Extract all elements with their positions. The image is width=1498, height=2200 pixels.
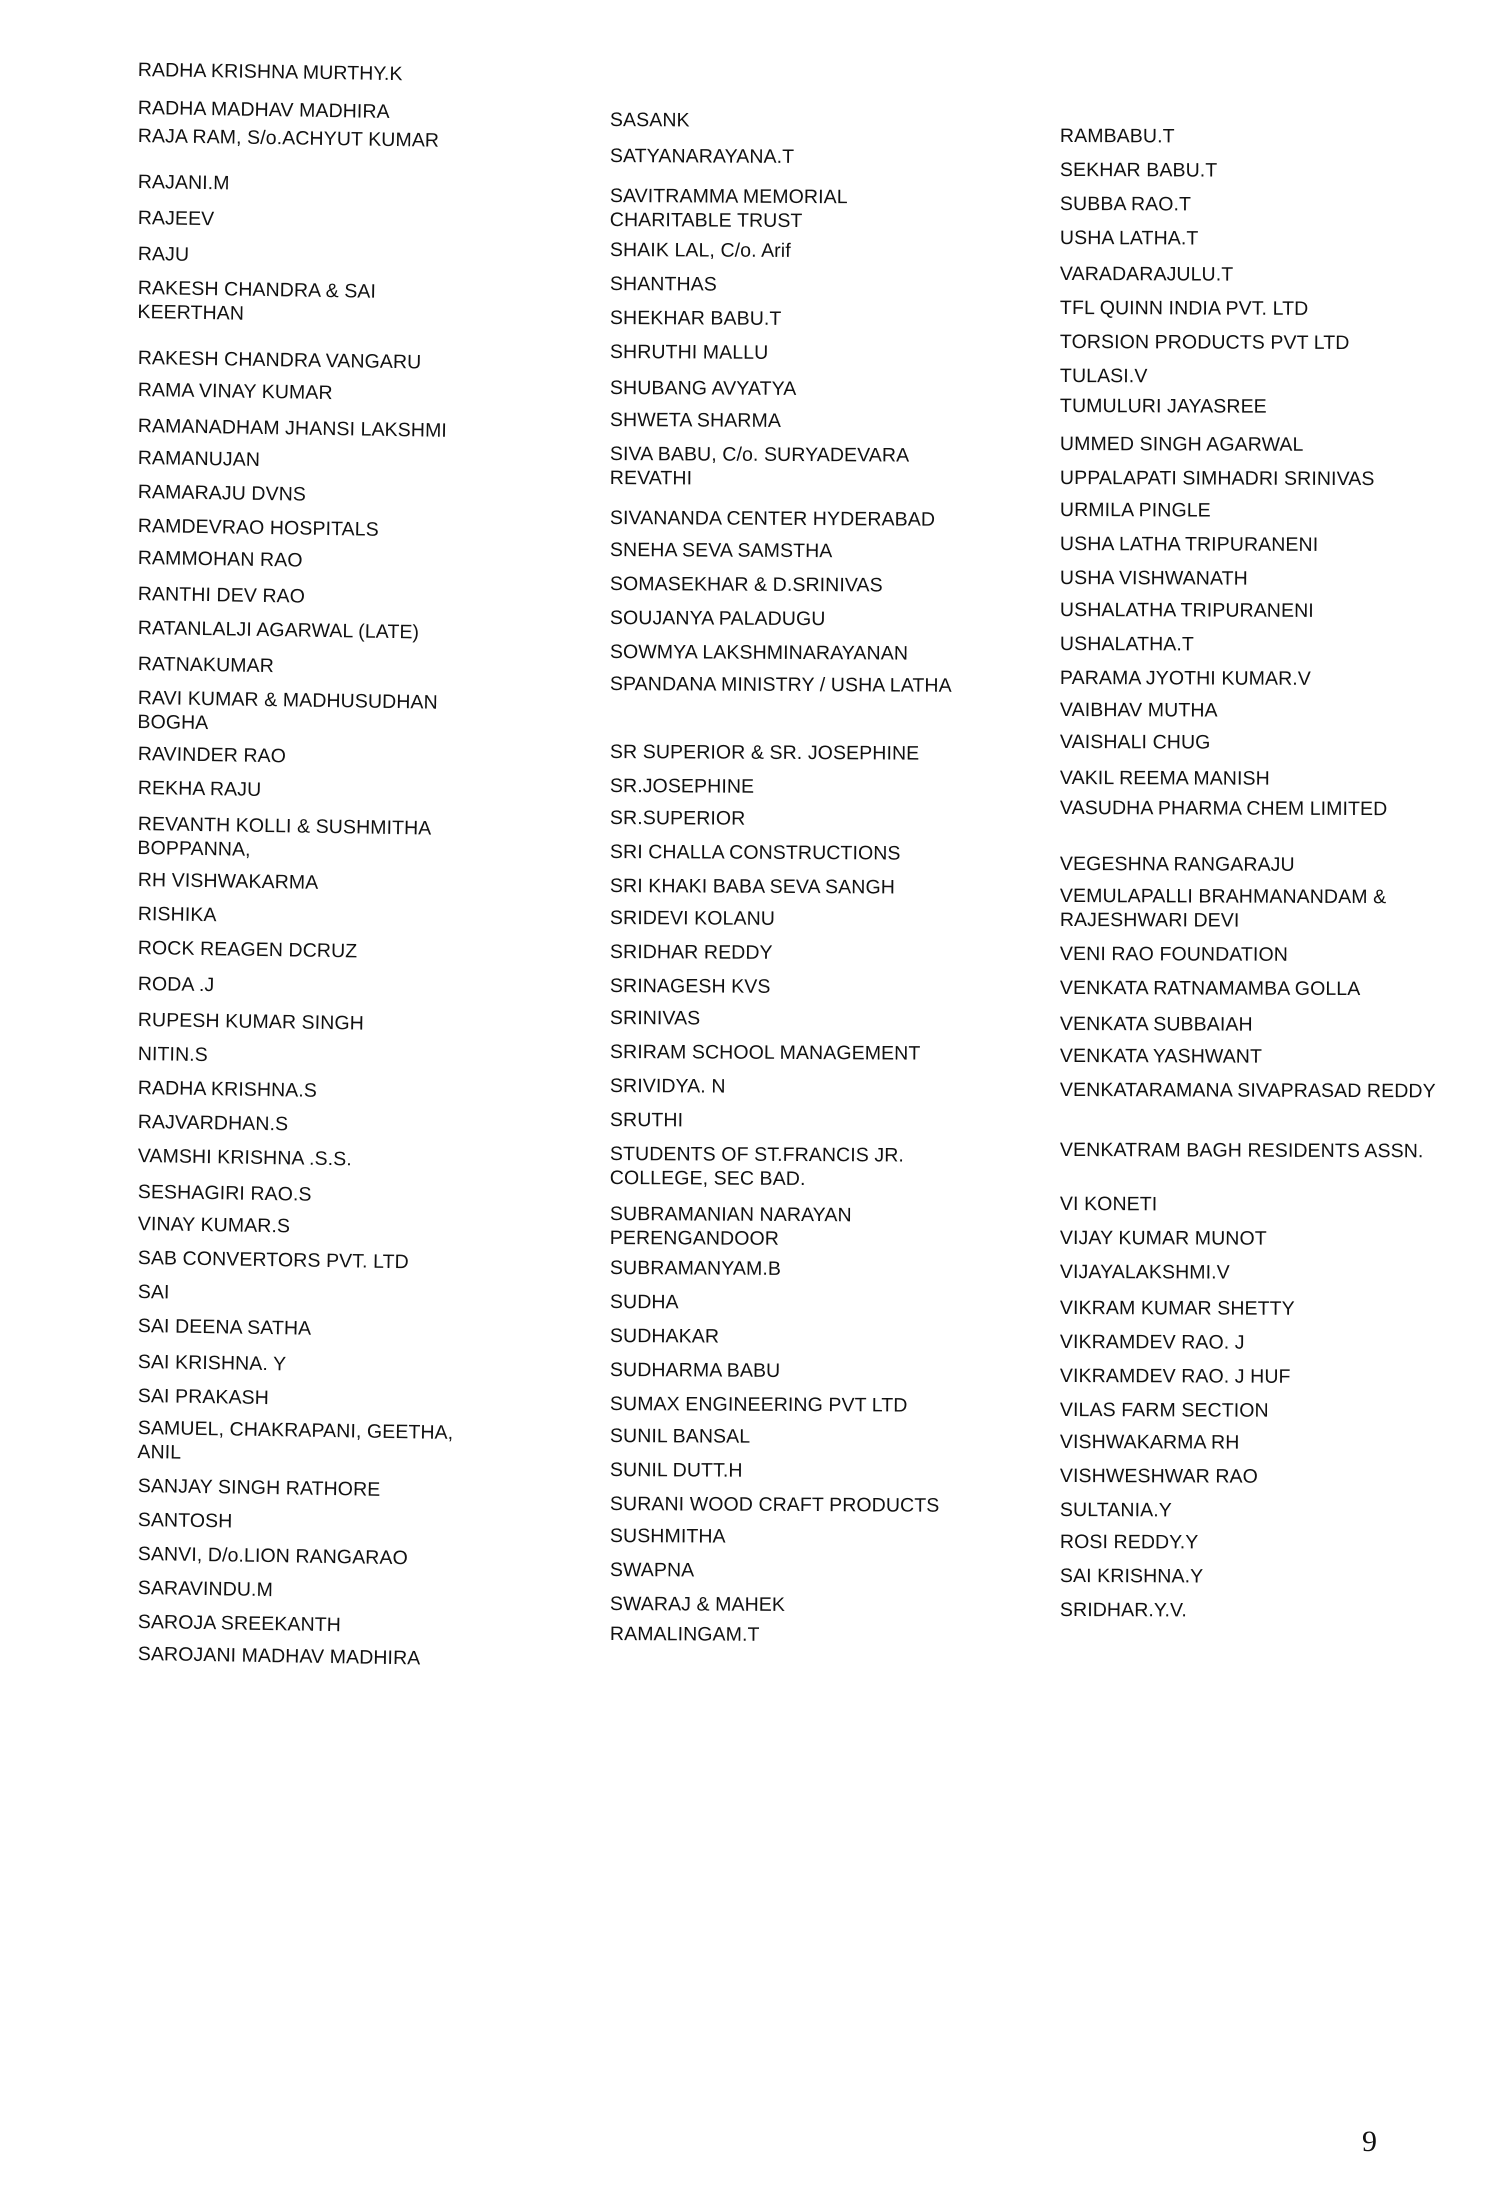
name-entry: SUBBA RAO.T: [1059, 193, 1192, 216]
name-entry: VENKATA RATNAMAMBA GOLLA: [1059, 977, 1361, 1001]
name-entry: SRIDEVI KOLANU: [609, 907, 776, 930]
name-entry: RAJA RAM, S/o.ACHYUT KUMAR: [137, 124, 440, 152]
name-entry: ROCK REAGEN DCRUZ: [137, 936, 358, 963]
name-entry: SOWMYA LAKSHMINARAYANAN: [609, 641, 909, 665]
name-entry: SUMAX ENGINEERING PVT LTD: [609, 1393, 908, 1417]
name-entry: SUBRAMANYAM.B: [609, 1257, 782, 1280]
name-entry: VASUDHA PHARMA CHEM LIMITED: [1059, 797, 1388, 821]
name-entry: SRINIVAS: [609, 1007, 701, 1030]
name-entry: SUBRAMANIAN NARAYAN PERENGANDOOR: [609, 1203, 852, 1250]
name-entry: SUSHMITHA: [609, 1525, 726, 1548]
name-entry: RAMA VINAY KUMAR: [137, 378, 333, 405]
name-entry: SRIDHAR.Y.V.: [1059, 1599, 1187, 1622]
name-entry: VENKATA SUBBAIAH: [1059, 1013, 1253, 1036]
name-entry: VENKATRAM BAGH RESIDENTS ASSN.: [1059, 1139, 1424, 1163]
name-entry: RUPESH KUMAR SINGH: [137, 1008, 365, 1035]
name-entry: VAISHALI CHUG: [1059, 731, 1211, 754]
name-entry: SARAVINDU.M: [137, 1576, 274, 1602]
name-entry: USHA VISHWANATH: [1059, 567, 1248, 590]
name-entry: RODA .J: [137, 972, 215, 997]
name-entry: VAKIL REEMA MANISH: [1059, 767, 1270, 790]
name-entry: SWAPNA: [609, 1559, 695, 1582]
name-entry: TUMULURI JAYASREE: [1059, 395, 1267, 418]
name-entry: RANTHI DEV RAO: [137, 582, 306, 608]
name-entry: SANVI, D/o.LION RANGARAO: [137, 1542, 409, 1570]
name-entry: SUDHA: [609, 1291, 679, 1314]
name-entry: RAMBABU.T: [1059, 124, 1175, 148]
name-entry: SAMUEL, CHAKRAPANI, GEETHA, ANIL: [137, 1416, 454, 1464]
name-entry: RAMALINGAM.T: [609, 1623, 760, 1646]
name-entry: SHAIK LAL, C/o. Arif: [609, 238, 791, 262]
name-entry: RADHA KRISHNA.S: [137, 1076, 318, 1102]
name-entry: SAI KRISHNA.Y: [1059, 1565, 1204, 1588]
name-entry: RADHA KRISHNA MURTHY.K: [137, 58, 403, 86]
name-entry: RATNAKUMAR: [137, 652, 275, 678]
name-entry: USHALATHA TRIPURANENI: [1059, 599, 1314, 622]
name-entry: RISHIKA: [137, 902, 217, 927]
name-entry: VISHWAKARMA RH: [1059, 1431, 1240, 1454]
name-entry: VENKATARAMANA SIVAPRASAD REDDY: [1059, 1079, 1436, 1103]
name-entry: USHA LATHA.T: [1059, 227, 1199, 250]
name-entry: SUNIL DUTT.H: [609, 1459, 743, 1482]
name-entry: SIVA BABU, C/o. SURYADEVARA REVATHI: [609, 443, 909, 490]
name-entry: VENI RAO FOUNDATION: [1059, 943, 1288, 966]
name-entry: SR SUPERIOR & SR. JOSEPHINE: [609, 741, 920, 765]
name-entry: VENKATA YASHWANT: [1059, 1045, 1263, 1068]
name-entry: SANJAY SINGH RATHORE: [137, 1474, 381, 1501]
name-entry: SRIDHAR REDDY: [609, 941, 773, 964]
page-number: 9: [1362, 2125, 1377, 2158]
name-entry: RATANLALJI AGARWAL (LATE): [137, 616, 420, 644]
name-entry: SHRUTHI MALLU: [609, 341, 769, 364]
name-entry: VIKRAMDEV RAO. J: [1059, 1331, 1245, 1354]
name-entry: SRIVIDYA. N: [609, 1075, 726, 1098]
name-entry: RAKESH CHANDRA VANGARU: [137, 346, 422, 374]
name-entry: SESHAGIRI RAO.S: [137, 1180, 312, 1206]
name-entry: UMMED SINGH AGARWAL: [1059, 433, 1304, 456]
name-entry: RAMANUJAN: [137, 446, 261, 471]
name-entry: SULTANIA.Y: [1059, 1499, 1172, 1522]
name-entry: SR.JOSEPHINE: [609, 775, 755, 798]
name-entry: VINAY KUMAR.S: [137, 1212, 291, 1238]
name-entry: SEKHAR BABU.T: [1059, 159, 1218, 182]
name-entry: VIJAYALAKSHMI.V: [1059, 1261, 1230, 1284]
name-entry: SAVITRAMMA MEMORIAL CHARITABLE TRUST: [609, 184, 848, 233]
name-entry: URMILA PINGLE: [1059, 499, 1211, 522]
name-entry: SAI KRISHNA. Y: [137, 1350, 287, 1376]
name-entry: VILAS FARM SECTION: [1059, 1399, 1269, 1422]
name-entry: TORSION PRODUCTS PVT LTD: [1059, 331, 1350, 355]
name-entry: SRI KHAKI BABA SEVA SANGH: [609, 875, 895, 899]
name-entry: RADHA MADHAV MADHIRA: [137, 96, 390, 123]
name-entry: SPANDANA MINISTRY / USHA LATHA: [609, 673, 952, 697]
name-entry: VAMSHI KRISHNA .S.S.: [137, 1144, 352, 1171]
name-entry: RAJVARDHAN.S: [137, 1110, 289, 1136]
name-entry: SUDHARMA BABU: [609, 1359, 781, 1382]
name-entry: RAKESH CHANDRA & SAI KEERTHAN: [137, 276, 377, 325]
name-entry: ROSI REDDY.Y: [1059, 1531, 1199, 1554]
name-entry: RAMMOHAN RAO: [137, 546, 303, 572]
name-entry: SASANK: [609, 108, 690, 132]
name-entry: SATYANARAYANA.T: [609, 144, 795, 168]
name-entry: RAVINDER RAO: [137, 742, 287, 768]
name-entry: SHANTHAS: [609, 273, 717, 296]
name-entry: SOMASEKHAR & D.SRINIVAS: [609, 573, 883, 597]
name-entry: USHALATHA.T: [1059, 633, 1195, 656]
name-entry: RAVI KUMAR & MADHUSUDHAN BOGHA: [137, 686, 438, 735]
name-entry: TFL QUINN INDIA PVT. LTD: [1059, 297, 1309, 320]
name-entry: VEGESHNA RANGARAJU: [1059, 853, 1295, 876]
name-entry: UPPALAPATI SIMHADRI SRINIVAS: [1059, 467, 1375, 491]
name-entry: USHA LATHA TRIPURANENI: [1059, 533, 1319, 556]
name-entry: PARAMA JYOTHI KUMAR.V: [1059, 667, 1311, 690]
name-entry: SRUTHI: [609, 1109, 684, 1132]
name-entry: SRI CHALLA CONSTRUCTIONS: [609, 841, 901, 865]
name-entry: SAROJANI MADHAV MADHIRA: [137, 1642, 421, 1670]
name-entry: SAB CONVERTORS PVT. LTD: [137, 1246, 409, 1274]
name-entry: VI KONETI: [1059, 1193, 1158, 1216]
name-entry: NITIN.S: [137, 1042, 209, 1067]
name-entry: SUNIL BANSAL: [609, 1425, 751, 1448]
name-entry: SOUJANYA PALADUGU: [609, 607, 826, 631]
name-entry: RAMARAJU DVNS: [137, 480, 307, 506]
name-entry: STUDENTS OF ST.FRANCIS JR. COLLEGE, SEC BAD.: [609, 1143, 905, 1191]
name-entry: SWARAJ & MAHEK: [609, 1593, 786, 1616]
name-entry: RAJU: [137, 242, 190, 266]
name-entry: SAI PRAKASH: [137, 1384, 270, 1410]
name-entry: RAMANADHAM JHANSI LAKSHMI: [137, 414, 448, 442]
name-entry: VISHWESHWAR RAO: [1059, 1465, 1258, 1488]
name-entry: SAROJA SREEKANTH: [137, 1610, 342, 1637]
name-entry: SAI: [137, 1280, 170, 1304]
name-entry: RAJANI.M: [137, 170, 230, 195]
name-entry: VEMULAPALLI BRAHMANANDAM & RAJESHWARI DEVI: [1059, 885, 1387, 932]
name-entry: VAIBHAV MUTHA: [1059, 699, 1218, 722]
name-entry: SUDHAKAR: [609, 1325, 720, 1348]
name-entry: SIVANANDA CENTER HYDERABAD: [609, 507, 936, 531]
name-entry: SHUBANG AVYATYA: [609, 377, 797, 400]
name-entry: RAJEEV: [137, 206, 215, 231]
name-entry: SAI DEENA SATHA: [137, 1314, 312, 1340]
name-entry: SRINAGESH KVS: [609, 975, 771, 998]
name-entry: SURANI WOOD CRAFT PRODUCTS: [609, 1493, 940, 1517]
name-entry: REVANTH KOLLI & SUSHMITHA BOPPANNA,: [137, 812, 431, 861]
name-entry: TULASI.V: [1059, 365, 1148, 388]
name-entry: SANTOSH: [137, 1508, 233, 1533]
name-entry: SR.SUPERIOR: [609, 807, 746, 830]
name-entry: REKHA RAJU: [137, 776, 262, 801]
name-entry: RAMDEVRAO HOSPITALS: [137, 514, 379, 541]
name-entry: SHWETA SHARMA: [609, 409, 782, 432]
name-entry: VIKRAMDEV RAO. J HUF: [1059, 1365, 1291, 1388]
name-entry: SRIRAM SCHOOL MANAGEMENT: [609, 1041, 921, 1065]
name-entry: SNEHA SEVA SAMSTHA: [609, 539, 833, 563]
name-entry: VIKRAM KUMAR SHETTY: [1059, 1297, 1295, 1320]
name-entry: RH VISHWAKARMA: [137, 868, 319, 894]
name-entry: VARADARAJULU.T: [1059, 263, 1234, 286]
name-entry: VIJAY KUMAR MUNOT: [1059, 1227, 1267, 1250]
name-entry: SHEKHAR BABU.T: [609, 307, 782, 330]
